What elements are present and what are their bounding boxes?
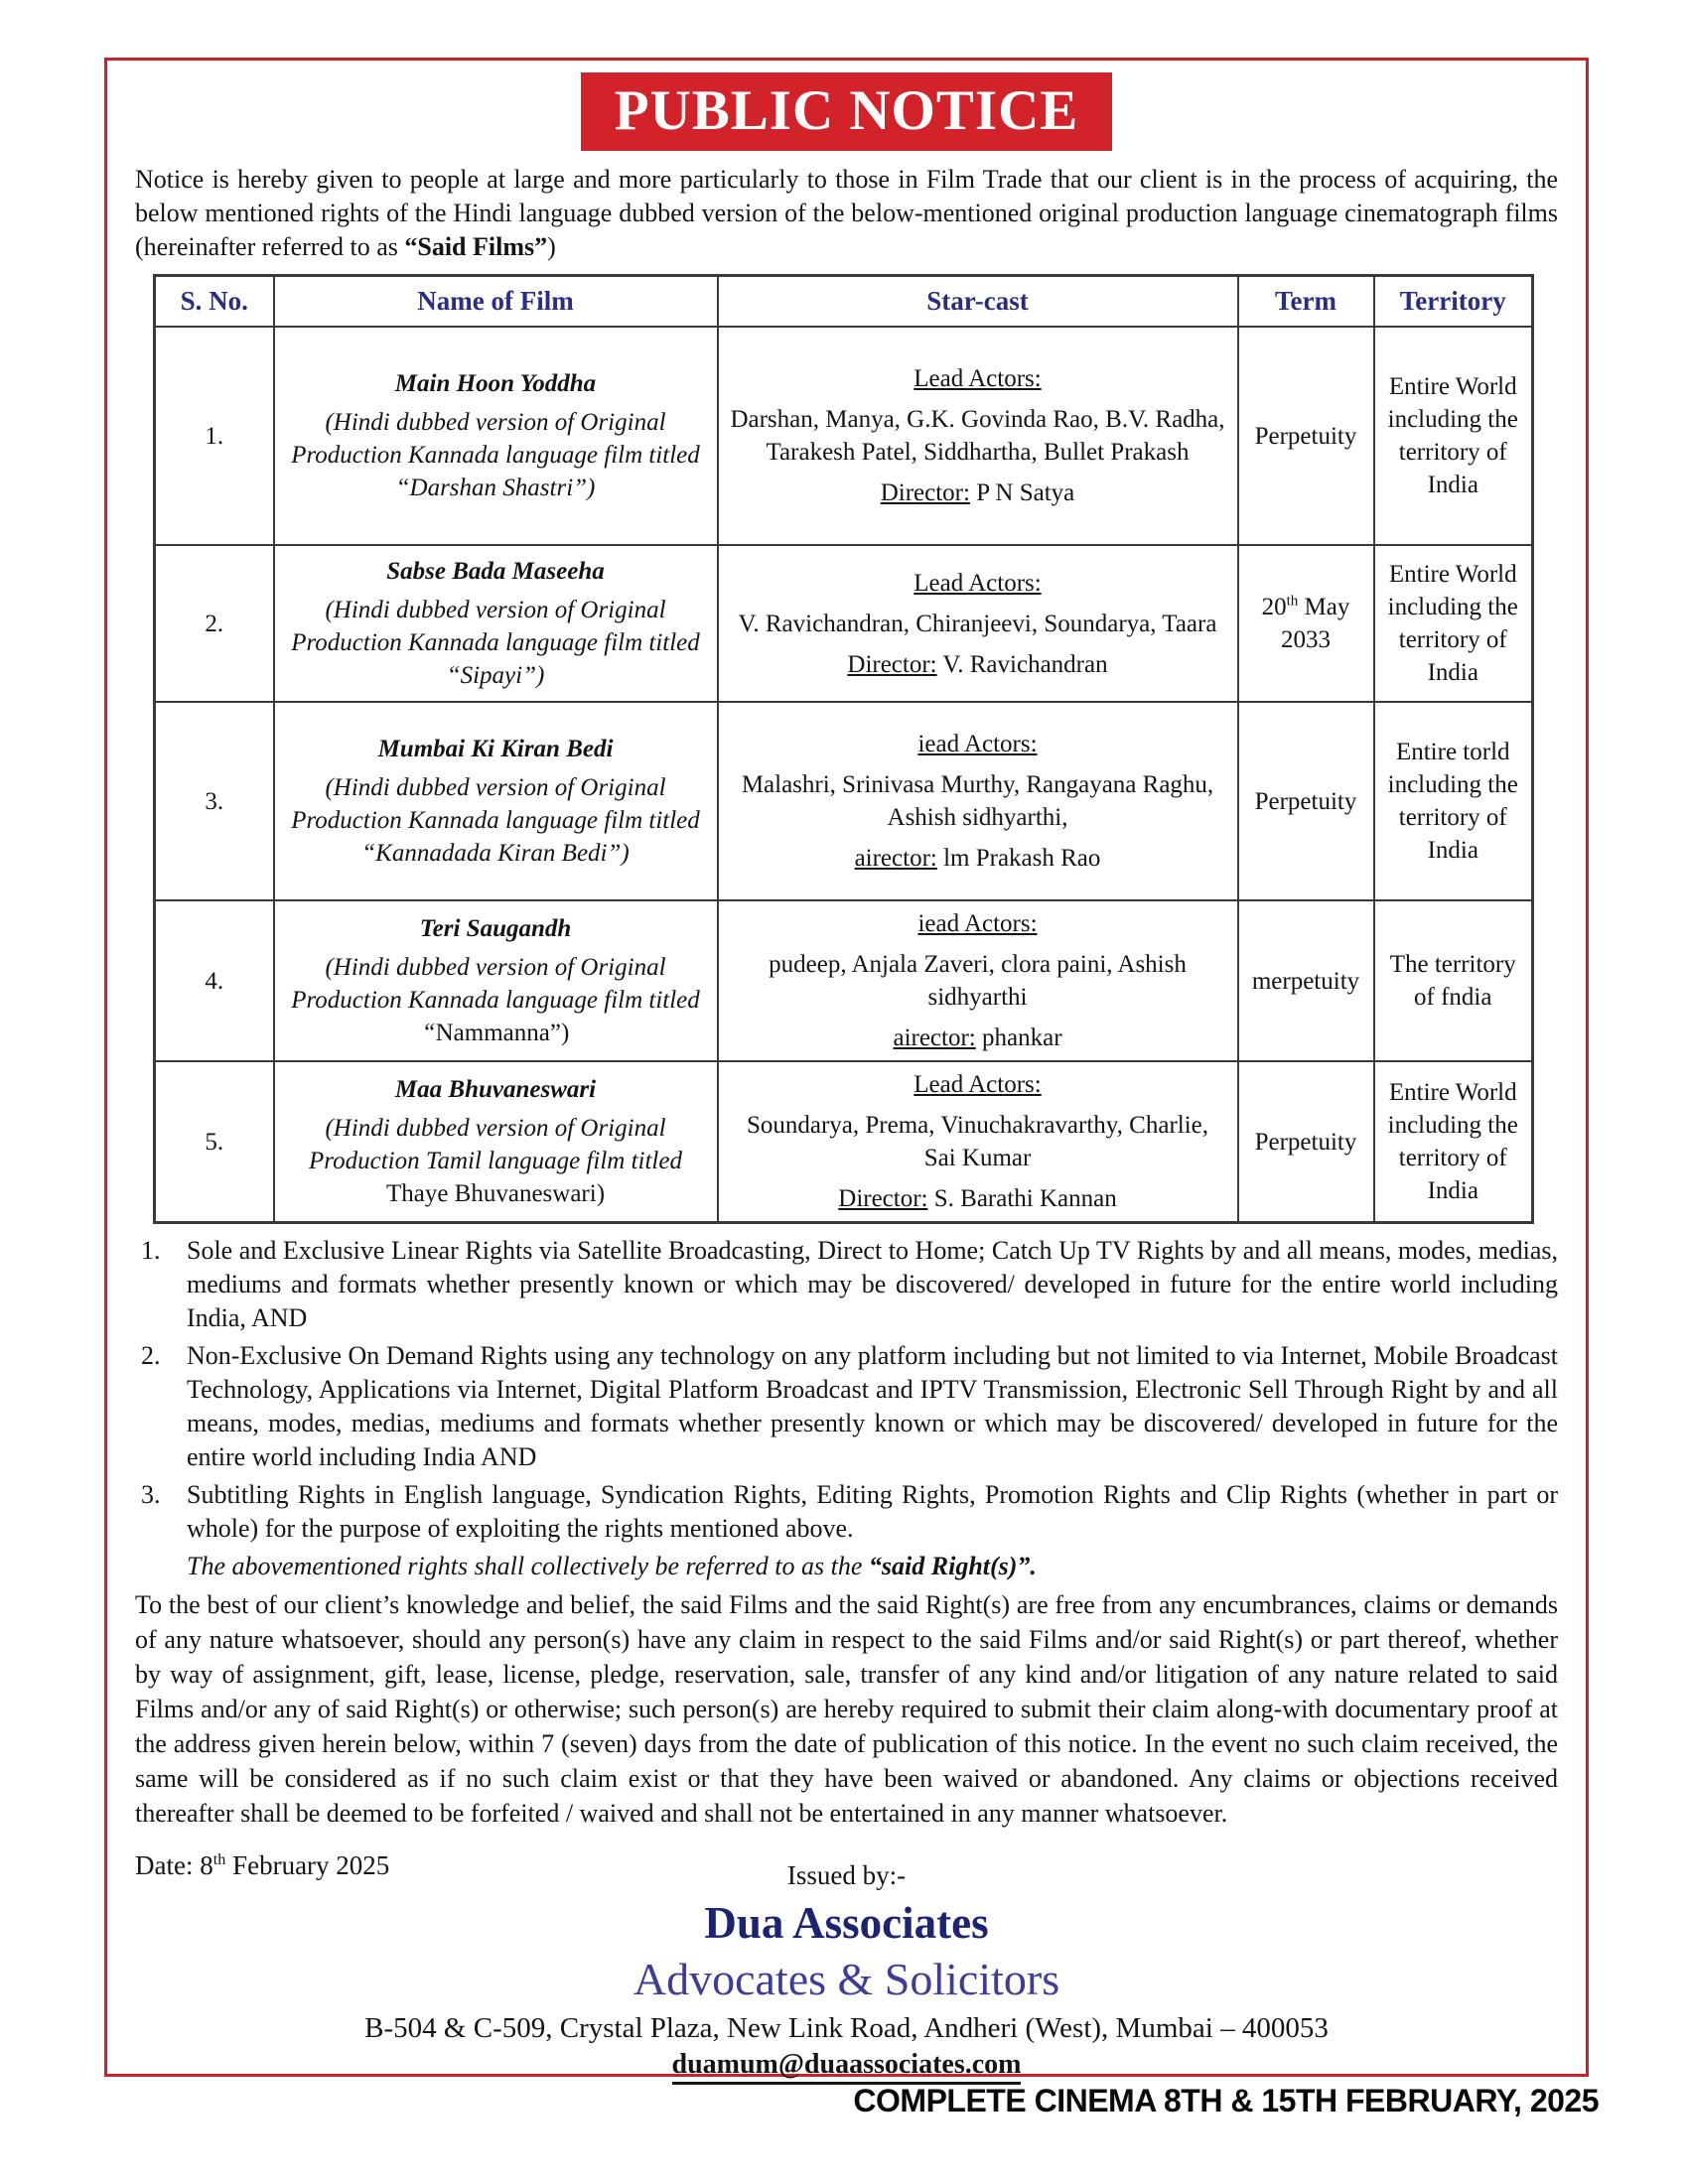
term-cell: Perpetuity (1238, 327, 1374, 545)
rights-item-text: Subtitling Rights in English language, Syndication Rights, Editing Rights, Promotion Rights and Clip Rights (whether in part or whole) for the purpose of exploiting the rights mentioned above. (187, 1480, 1558, 1543)
film-subtitle (285, 1112, 707, 1210)
director-line (729, 1022, 1227, 1054)
firm-designation: Advocates & Solicitors (633, 1953, 1060, 2004)
territory-cell: Entire World including the territory of India (1374, 1061, 1533, 1223)
film-title: Maa Bhuvaneswari (394, 1076, 597, 1103)
film-row-2 (155, 545, 1533, 702)
rights-item-text: Sole and Exclusive Linear Rights via Satellite Broadcasting, Direct to Home; Catch Up TV Rights by and all means, modes, medias, mediums and formats whether presently known or which may be discovered/ developed in future for the entire world including India, AND (187, 1236, 1558, 1332)
rights-list (135, 1234, 1558, 1583)
sno-cell: 5. (155, 1061, 274, 1223)
film-row-5 (155, 1061, 1533, 1223)
cast-names: Darshan, Manya, G.K. Govinda Rao, B.V. Radha, Tarakesh Patel, Siddhartha, Bullet Prakash (730, 406, 1225, 466)
director-name: phankar (975, 1024, 1062, 1051)
film-subtitle (285, 771, 707, 870)
films-table (153, 274, 1534, 1224)
director-label: airector: (854, 845, 937, 872)
rights-item-3 (141, 1478, 1558, 1546)
film-subtitle-italic: (Hindi dubbed version of Original Production Kannada language film titled “Sipayi”) (291, 597, 700, 689)
firm-address: B-504 & C-509, Crystal Plaza, New Link Road, Andheri (West), Mumbai – 400053 (364, 2011, 1329, 2044)
director-name: V. Ravichandran (936, 650, 1108, 678)
rights-item-2 (141, 1339, 1558, 1474)
film-subtitle-italic: (Hindi dubbed version of Original Production Kannada language film titled “Darshan Shastri”) (291, 409, 700, 501)
term-cell: 20th May 2033 (1238, 545, 1374, 702)
director-label: Director: (847, 650, 937, 678)
film-title: Main Hoon Yoddha (394, 370, 597, 397)
column-header-star-cast: Star-cast (718, 276, 1238, 328)
firm-email: duamum@duaassociates.com (672, 2049, 1022, 2085)
rights-item-1 (141, 1234, 1558, 1335)
film-name-cell (274, 900, 718, 1061)
star-cast-cell (718, 900, 1238, 1061)
banner-wrap (135, 72, 1558, 151)
film-subtitle-upright: Thaye Bhuvaneswari) (385, 1180, 606, 1207)
said-films-term: “Said Films” (404, 232, 548, 261)
sno-cell: 3. (155, 702, 274, 900)
film-row-1 (155, 327, 1533, 545)
intro-text: Notice is hereby given to people at large and more particularly to those in Film Trade that our client is in the process of acquiring, the below mentioned rights of the Hindi language dubbed version of the below-mentioned original production language cinematograph films (hereinafter referred to as (135, 165, 1558, 261)
director-label: Director: (880, 479, 970, 506)
film-row-3 (155, 702, 1533, 900)
header-row (155, 276, 1533, 328)
cast-names: Malashri, Srinivasa Murthy, Rangayana Raghu, Ashish sidhyarthi, (741, 771, 1214, 831)
star-cast-cell (718, 702, 1238, 900)
film-subtitle-upright: Nammanna”) (435, 1020, 570, 1046)
director-name: S. Barathi Kannan (927, 1185, 1117, 1212)
term-cell: Perpetuity (1238, 702, 1374, 900)
lead-actors-label: iead Actors: (917, 731, 1038, 757)
cast-names: pudeep, Anjala Zaveri, clora paini, Ashish sidhyarthi (769, 951, 1187, 1011)
film-subtitle (285, 594, 707, 692)
publication-footer: COMPLETE CINEMA 8TH & 15TH FEBRUARY, 2025 (853, 2083, 1599, 2118)
cast-names: Soundarya, Prema, Vinuchakravarthy, Charlie, Sai Kumar (746, 1112, 1209, 1171)
territory-cell: The territory of fndia (1374, 900, 1533, 1061)
film-name-cell (274, 1061, 718, 1223)
said-rights-term: “said Right(s)”. (868, 1552, 1037, 1580)
collective-rights-line: The abovementioned rights shall collectively be referred to as the “said Right(s)”. (187, 1552, 1037, 1580)
film-name-cell (274, 327, 718, 545)
lead-actors-label: iead Actors: (917, 910, 1038, 937)
film-row-4 (155, 900, 1533, 1061)
column-header-name-of-film: Name of Film (274, 276, 718, 328)
rights-item-number: 1. (141, 1236, 161, 1265)
territory-cell: Entire World including the territory of India (1374, 545, 1533, 702)
rights-item-number: 3. (141, 1480, 161, 1509)
director-name: lm Prakash Rao (936, 845, 1101, 872)
star-cast-cell (718, 1061, 1238, 1223)
film-subtitle-italic: (Hindi dubbed version of Original Production Tamil language film titled (309, 1115, 682, 1174)
sno-cell: 1. (155, 327, 274, 545)
star-cast-cell (718, 545, 1238, 702)
date-line: Date: 8th February 2025 (135, 1850, 390, 1880)
notice-frame (104, 58, 1589, 2080)
intro-paragraph (135, 163, 1558, 264)
film-name-cell (274, 545, 718, 702)
film-title: Mumbai Ki Kiran Bedi (377, 736, 614, 762)
term-cell: Perpetuity (1238, 1061, 1374, 1223)
director-name: P N Satya (969, 479, 1075, 506)
sno-cell: 4. (155, 900, 274, 1061)
cast-names: V. Ravichandran, Chiranjeevi, Soundarya, Taara (738, 610, 1217, 637)
film-title: Teri Saugandh (419, 915, 572, 942)
column-header-term: Term (1238, 276, 1374, 328)
film-subtitle (285, 951, 707, 1049)
film-subtitle-italic: (Hindi dubbed version of Original Production Kannada language film titled “Kannadada Kiran Bedi”) (291, 774, 700, 867)
director-line (729, 842, 1227, 875)
closing-row (135, 1844, 1558, 1892)
rights-item-number: 2. (141, 1341, 161, 1370)
star-cast-cell (718, 327, 1238, 545)
director-line (729, 1182, 1227, 1215)
director-line (729, 477, 1227, 509)
column-header-territory: Territory (1374, 276, 1533, 328)
intro-text-end: ) (547, 232, 556, 261)
territory-cell: Entire World including the territory of India (1374, 327, 1533, 545)
territory-cell: Entire torld including the territory of India (1374, 702, 1533, 900)
email-row (135, 2049, 1558, 2085)
column-header-sno: S. No. (155, 276, 274, 328)
public-notice-title: PUBLIC NOTICE (614, 79, 1079, 142)
film-title: Sabse Bada Maseeha (386, 558, 605, 585)
director-label: airector: (893, 1024, 976, 1051)
lead-actors-label: Lead Actors: (914, 569, 1042, 597)
director-label: Director: (838, 1185, 928, 1212)
rights-item-text: Non-Exclusive On Demand Rights using any technology on any platform including but not limited to via Internet, Mobile Broadcast Technology, Applications via Internet, Digital Platform Broadcast and IPTV Transmission, Electronic Sell Through Right by and all means, modes, medias, mediums and formats whether presently known or which may be discovered/ developed in future for the entire world including India AND (187, 1341, 1558, 1471)
film-subtitle-italic: (Hindi dubbed version of Original Production Kannada language film titled “ (291, 954, 700, 1046)
sno-cell: 2. (155, 545, 274, 702)
film-subtitle (285, 406, 707, 504)
lead-actors-label: Lead Actors: (914, 365, 1042, 392)
lead-actors-label: Lead Actors: (914, 1071, 1042, 1098)
public-notice-banner (581, 72, 1113, 151)
firm-name: Dua Associates (704, 1898, 989, 1948)
term-cell: merpetuity (1238, 900, 1374, 1061)
director-line (729, 648, 1227, 681)
film-name-cell (274, 702, 718, 900)
claims-paragraph: To the best of our client’s knowledge and belief, the said Films and the said Right(s) are free from any encumbrances, claims or demands of any nature whatsoever, should any person(s) have any claim in respect to the said Films and/or said Right(s) or part thereof, whether by way of assignment, gift, lease, license, pledge, reservation, sale, transfer of any kind and/or litigation of any nature related to said Films and/or any of said Right(s) or otherwise; such person(s) are hereby required to submit their claim along-with documentary proof at the address given herein below, within 7 (seven) days from the date of publication of this notice. In the event no such claim received, the same will be considered as if no such claim exist or that they have been waived or abandoned. Any claims or objections received thereafter shall be deemed to be forfeited / waived and shall not be entertained in any manner whatsoever. (135, 1590, 1558, 1828)
issued-by-label: Issued by:- (786, 1860, 907, 1890)
